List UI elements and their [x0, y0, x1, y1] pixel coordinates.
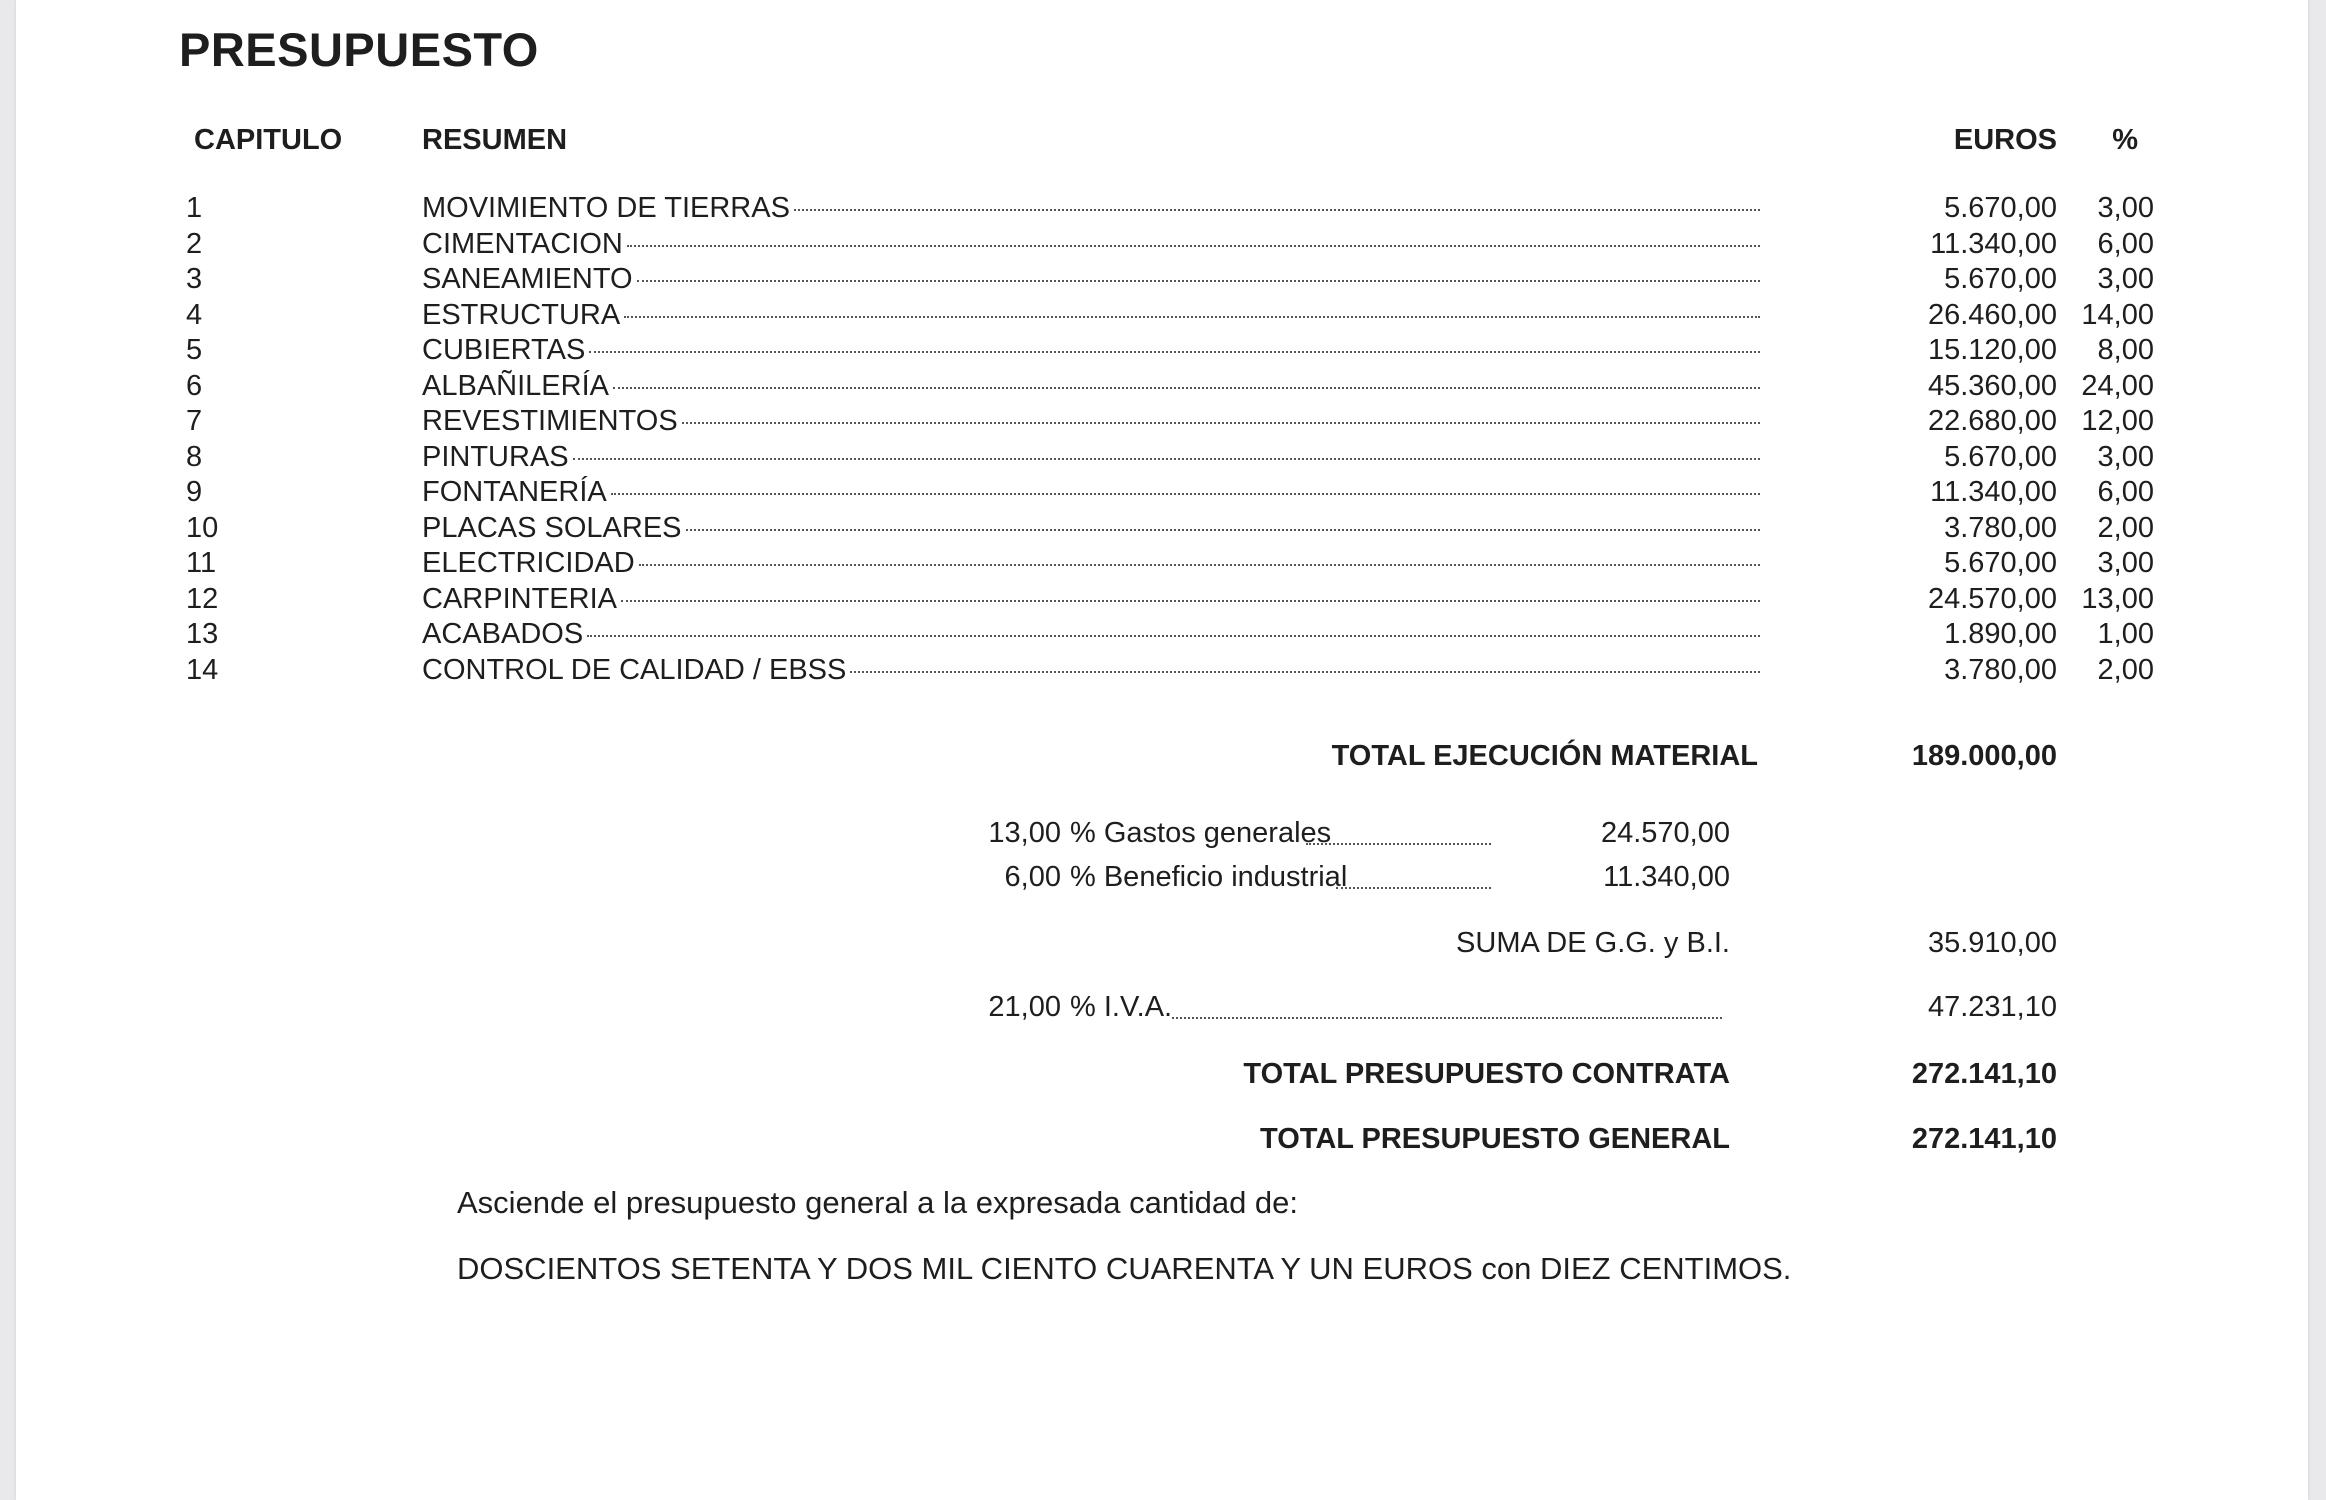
- dot-leader: [613, 387, 1760, 389]
- total-general-value: 272.141,10: [1911, 1123, 2057, 1155]
- chapter-name: ACABADOS: [422, 618, 584, 650]
- beneficio-industrial-percent: 6,00: [1004, 861, 1061, 893]
- chapter-euros: 3.780,00: [1944, 653, 2057, 686]
- chapter-name: REVESTIMIENTOS: [422, 405, 678, 437]
- chapter-percent: 2,00: [2097, 511, 2154, 544]
- chapter-number: 5: [186, 334, 203, 366]
- chapter-euros: 3.780,00: [1944, 511, 2057, 544]
- chapter-euros: 15.120,00: [1927, 334, 2057, 366]
- chapter-euros: 24.570,00: [1927, 582, 2057, 615]
- chapter-number: 14: [186, 653, 219, 686]
- closing-statement: Asciende el presupuesto general a la expresada cantidad de:: [457, 1185, 1299, 1220]
- chapter-euros: 5.670,00: [1944, 440, 2057, 473]
- chapter-percent: 3,00: [2097, 263, 2154, 295]
- table-row: [16, 334, 2308, 370]
- table-row: [16, 263, 2308, 299]
- dot-leader: [587, 635, 1760, 637]
- beneficio-industrial-label: % Beneficio industrial: [1070, 861, 1348, 893]
- table-row: [16, 370, 2308, 406]
- suma-gg-bi-label: SUMA DE G.G. y B.I.: [1456, 927, 1730, 959]
- dot-leader: [686, 529, 1761, 531]
- chapter-number: 8: [186, 440, 203, 473]
- chapter-name: MOVIMIENTO DE TIERRAS: [422, 192, 790, 224]
- chapter-name: PINTURAS: [422, 440, 569, 473]
- dot-leader: [589, 351, 1760, 353]
- suma-gg-bi-value: 35.910,00: [1927, 927, 2057, 959]
- chapter-name: CARPINTERIA: [422, 582, 617, 615]
- beneficio-industrial-value: 11.340,00: [1603, 861, 1730, 893]
- chapter-euros: 1.890,00: [1944, 618, 2057, 650]
- chapter-name: ESTRUCTURA: [422, 298, 621, 331]
- chapter-percent: 14,00: [2081, 298, 2154, 331]
- chapter-euros: 5.670,00: [1944, 263, 2057, 295]
- chapter-euros: 26.460,00: [1927, 298, 2057, 331]
- table-row: [16, 192, 2308, 228]
- total-contrata-value: 272.141,10: [1911, 1058, 2057, 1090]
- dot-leader: [850, 671, 1760, 673]
- chapter-name: ELECTRICIDAD: [422, 547, 635, 579]
- dot-leader: [624, 316, 1760, 318]
- chapter-euros: 5.670,00: [1944, 547, 2057, 579]
- gastos-generales-percent: 13,00: [988, 817, 1061, 849]
- iva-label: % I.V.A.: [1070, 991, 1173, 1023]
- chapter-name: SANEAMIENTO: [422, 263, 633, 295]
- header-euros: EUROS: [1953, 124, 2057, 156]
- chapter-percent: 8,00: [2097, 334, 2154, 366]
- chapter-name: FONTANERÍA: [422, 476, 607, 508]
- total-ejecucion-value: 189.000,00: [1911, 740, 2057, 772]
- chapter-percent: 24,00: [2081, 369, 2154, 402]
- chapter-euros: 11.340,00: [1930, 476, 2057, 508]
- chapter-list: [16, 192, 2308, 689]
- page-title: PRESUPUESTO: [179, 23, 539, 76]
- chapter-number: 9: [186, 476, 203, 508]
- chapter-number: 10: [186, 511, 219, 544]
- header-capitulo: CAPITULO: [194, 124, 343, 156]
- header-resumen: RESUMEN: [422, 124, 568, 156]
- dot-leader: [611, 493, 1760, 495]
- chapter-euros: 22.680,00: [1927, 405, 2057, 437]
- table-row: [16, 405, 2308, 441]
- chapter-number: 6: [186, 369, 203, 402]
- chapter-name: CONTROL DE CALIDAD / EBSS: [422, 653, 847, 686]
- chapter-percent: 1,00: [2097, 618, 2154, 650]
- dot-leader: [1336, 887, 1491, 889]
- chapter-number: 2: [186, 227, 203, 260]
- chapter-number: 11: [186, 547, 217, 579]
- chapter-name: PLACAS SOLARES: [422, 511, 682, 544]
- chapter-euros: 45.360,00: [1927, 369, 2057, 402]
- gastos-generales-label: % Gastos generales: [1070, 817, 1332, 849]
- chapter-number: 13: [186, 618, 219, 650]
- dot-leader: [621, 600, 1760, 602]
- iva-percent: 21,00: [988, 991, 1061, 1023]
- chapter-name: ALBAÑILERÍA: [422, 369, 609, 402]
- chapter-percent: 3,00: [2097, 547, 2154, 579]
- table-row: [16, 618, 2308, 654]
- chapter-number: 7: [186, 405, 203, 437]
- dot-leader: [794, 209, 1760, 211]
- chapter-name: CUBIERTAS: [422, 334, 586, 366]
- chapter-percent: 3,00: [2097, 440, 2154, 473]
- chapter-euros: 5.670,00: [1944, 192, 2057, 224]
- table-row: [16, 583, 2308, 619]
- table-row: [16, 547, 2308, 583]
- chapter-euros: 11.340,00: [1930, 227, 2057, 260]
- chapter-number: 3: [186, 263, 203, 295]
- iva-value: 47.231,10: [1927, 991, 2057, 1023]
- table-row: [16, 654, 2308, 690]
- chapter-percent: 2,00: [2097, 653, 2154, 686]
- chapter-number: 1: [186, 192, 203, 224]
- gastos-generales-value: 24.570,00: [1600, 817, 1730, 849]
- total-ejecucion-label: TOTAL EJECUCIÓN MATERIAL: [1331, 740, 1758, 772]
- table-row: [16, 512, 2308, 548]
- header-percent: %: [2112, 124, 2138, 156]
- chapter-number: 12: [186, 582, 219, 615]
- total-general-label: TOTAL PRESUPUESTO GENERAL: [1260, 1123, 1730, 1155]
- dot-leader: [573, 458, 1760, 460]
- table-row: [16, 228, 2308, 264]
- chapter-percent: 6,00: [2097, 227, 2154, 260]
- table-row: [16, 476, 2308, 512]
- document-page: [16, 0, 2308, 1500]
- dot-leader: [682, 422, 1760, 424]
- chapter-percent: 6,00: [2097, 476, 2154, 508]
- chapter-percent: 13,00: [2081, 582, 2154, 615]
- dot-leader: [1172, 1017, 1722, 1019]
- dot-leader: [1306, 843, 1491, 845]
- dot-leader: [639, 564, 1760, 566]
- table-row: [16, 441, 2308, 477]
- total-contrata-label: TOTAL PRESUPUESTO CONTRATA: [1243, 1058, 1730, 1090]
- amount-in-words: DOSCIENTOS SETENTA Y DOS MIL CIENTO CUARENTA Y UN EUROS con DIEZ CENTIMOS.: [457, 1251, 1792, 1286]
- chapter-name: CIMENTACION: [422, 227, 623, 260]
- table-row: [16, 299, 2308, 335]
- chapter-number: 4: [186, 298, 203, 331]
- chapter-percent: 12,00: [2081, 405, 2154, 437]
- dot-leader: [637, 280, 1760, 282]
- chapter-percent: 3,00: [2097, 192, 2154, 224]
- dot-leader: [627, 245, 1760, 247]
